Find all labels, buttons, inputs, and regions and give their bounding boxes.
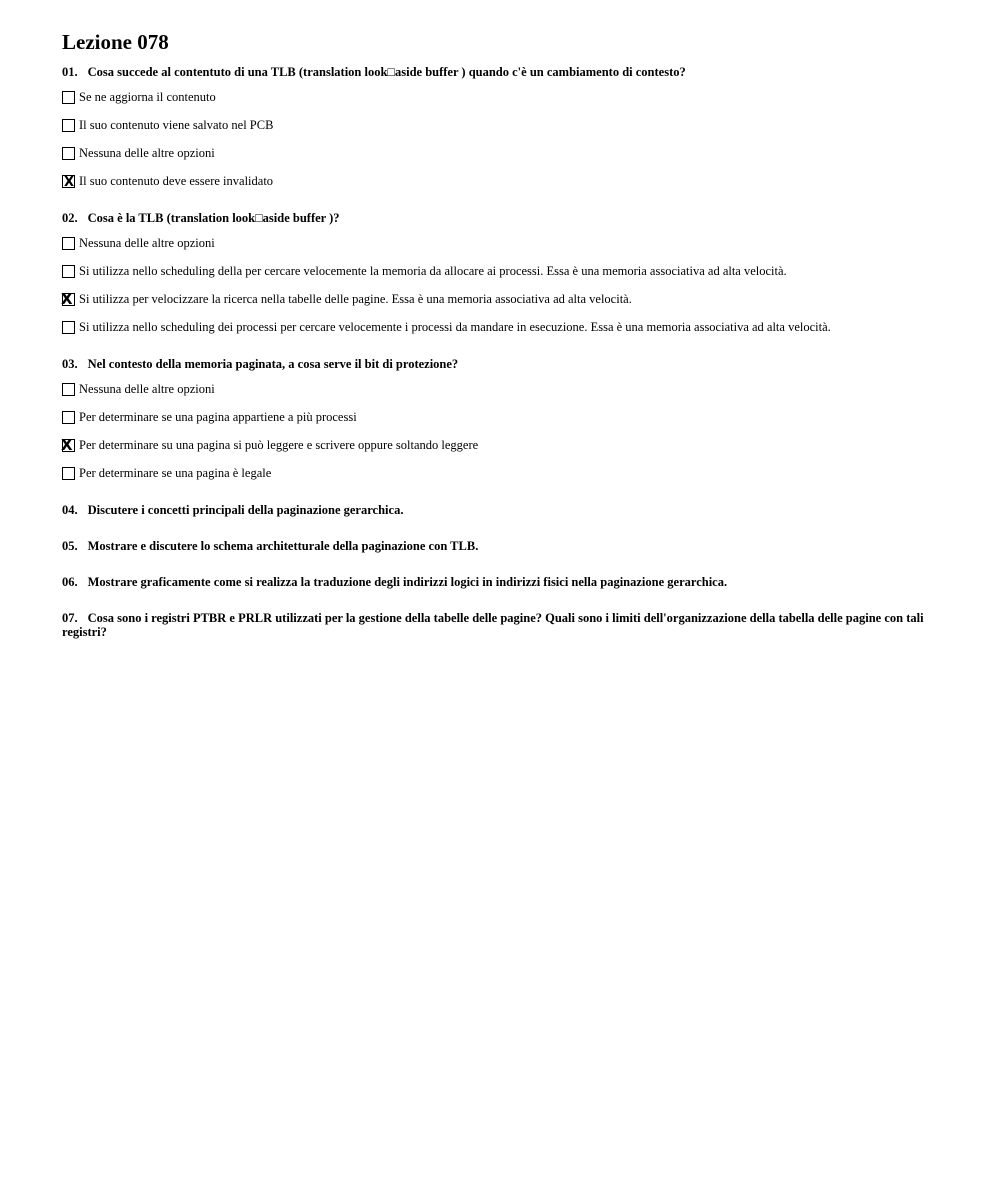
option-label: Per determinare su una pagina si può leggere e scrivere oppure soltando leggere (79, 438, 479, 452)
options-list (62, 381, 940, 481)
option-label: Si utilizza per velocizzare la ricerca nella tabelle delle pagine. Essa è una memoria associativa ad alta velocità. (79, 292, 632, 306)
option-item[interactable] (62, 145, 940, 161)
checkbox-icon[interactable] (62, 265, 75, 278)
question-text (62, 539, 940, 553)
question-number: 03. (62, 357, 78, 371)
checked-checkbox-icon[interactable] (61, 435, 75, 454)
checkbox-icon[interactable] (62, 467, 75, 480)
question-07 (62, 611, 940, 639)
question-number: 04. (62, 503, 78, 517)
x-mark-icon: X (61, 435, 73, 454)
question-number: 02. (62, 211, 78, 225)
question-text (62, 611, 940, 639)
question-05 (62, 539, 940, 553)
question-number: 07. (62, 611, 78, 625)
checkbox-icon[interactable] (62, 383, 75, 396)
checkbox-icon[interactable] (62, 91, 75, 104)
question-body: Mostrare e discutere lo schema architetturale della paginazione con TLB. (87, 539, 479, 553)
option-item[interactable] (62, 291, 940, 307)
question-body: Cosa succede al contentuto di una TLB (translation look□aside buffer ) quando c'è un cambiamento di contesto? (87, 65, 686, 79)
option-item[interactable] (62, 409, 940, 425)
checkbox-icon[interactable] (62, 321, 75, 334)
option-label: Per determinare se una pagina appartiene a più processi (79, 410, 357, 424)
x-mark-icon: X (64, 174, 75, 190)
option-item[interactable] (62, 235, 940, 251)
question-06 (62, 575, 940, 589)
option-item[interactable] (62, 381, 940, 397)
question-text (62, 65, 940, 79)
question-02 (62, 211, 940, 335)
option-label: Il suo contenuto viene salvato nel PCB (79, 118, 274, 132)
question-body: Nel contesto della memoria paginata, a cosa serve il bit di protezione? (87, 357, 459, 371)
question-text (62, 357, 940, 371)
option-item[interactable] (62, 173, 940, 189)
question-03 (62, 357, 940, 481)
checkbox-icon[interactable] (62, 147, 75, 160)
checked-checkbox-icon[interactable] (61, 289, 75, 308)
x-mark-icon: X (61, 289, 73, 308)
question-number: 06. (62, 575, 78, 589)
question-01 (62, 65, 940, 189)
option-item[interactable] (62, 263, 940, 279)
question-number: 05. (62, 539, 78, 553)
question-body: Mostrare graficamente come si realizza la traduzione degli indirizzi logici in indirizzi fisici nella paginazione gerarchica. (87, 575, 728, 589)
option-item[interactable] (62, 117, 940, 133)
question-text (62, 211, 940, 225)
checkbox-icon[interactable] (62, 119, 75, 132)
option-label: Il suo contenuto deve essere invalidato (79, 174, 274, 188)
option-label: Nessuna delle altre opzioni (79, 236, 215, 250)
option-label: Nessuna delle altre opzioni (79, 146, 215, 160)
option-item[interactable] (62, 465, 940, 481)
option-item[interactable] (62, 89, 940, 105)
options-list (62, 235, 940, 335)
option-item[interactable] (62, 319, 940, 335)
checked-checkbox-icon[interactable] (62, 175, 75, 188)
option-label: Si utilizza nello scheduling dei processi per cercare velocemente i processi da mandare in esecuzione. Essa è una memoria associativa ad alta velocità. (79, 320, 831, 334)
question-text (62, 503, 940, 517)
question-body: Cosa sono i registri PTBR e PRLR utilizzati per la gestione della tabelle delle pagine? Quali sono i limiti dell'organizzazione della tabella delle pagine con tali registri? (62, 611, 924, 639)
question-body: Discutere i concetti principali della paginazione gerarchica. (87, 503, 404, 517)
option-item[interactable] (62, 437, 940, 453)
question-number: 01. (62, 65, 78, 79)
question-04 (62, 503, 940, 517)
options-list (62, 89, 940, 189)
question-body: Cosa è la TLB (translation look□aside buffer )? (87, 211, 340, 225)
option-label: Si utilizza nello scheduling della per cercare velocemente la memoria da allocare ai processi. Essa è una memoria associativa ad alta velocità. (79, 264, 787, 278)
option-label: Nessuna delle altre opzioni (79, 382, 215, 396)
option-label: Per determinare se una pagina è legale (79, 466, 272, 480)
question-text (62, 575, 940, 589)
lesson-title: Lezione 078 (62, 30, 169, 54)
checkbox-icon[interactable] (62, 411, 75, 424)
option-label: Se ne aggiorna il contenuto (79, 90, 216, 104)
checkbox-icon[interactable] (62, 237, 75, 250)
